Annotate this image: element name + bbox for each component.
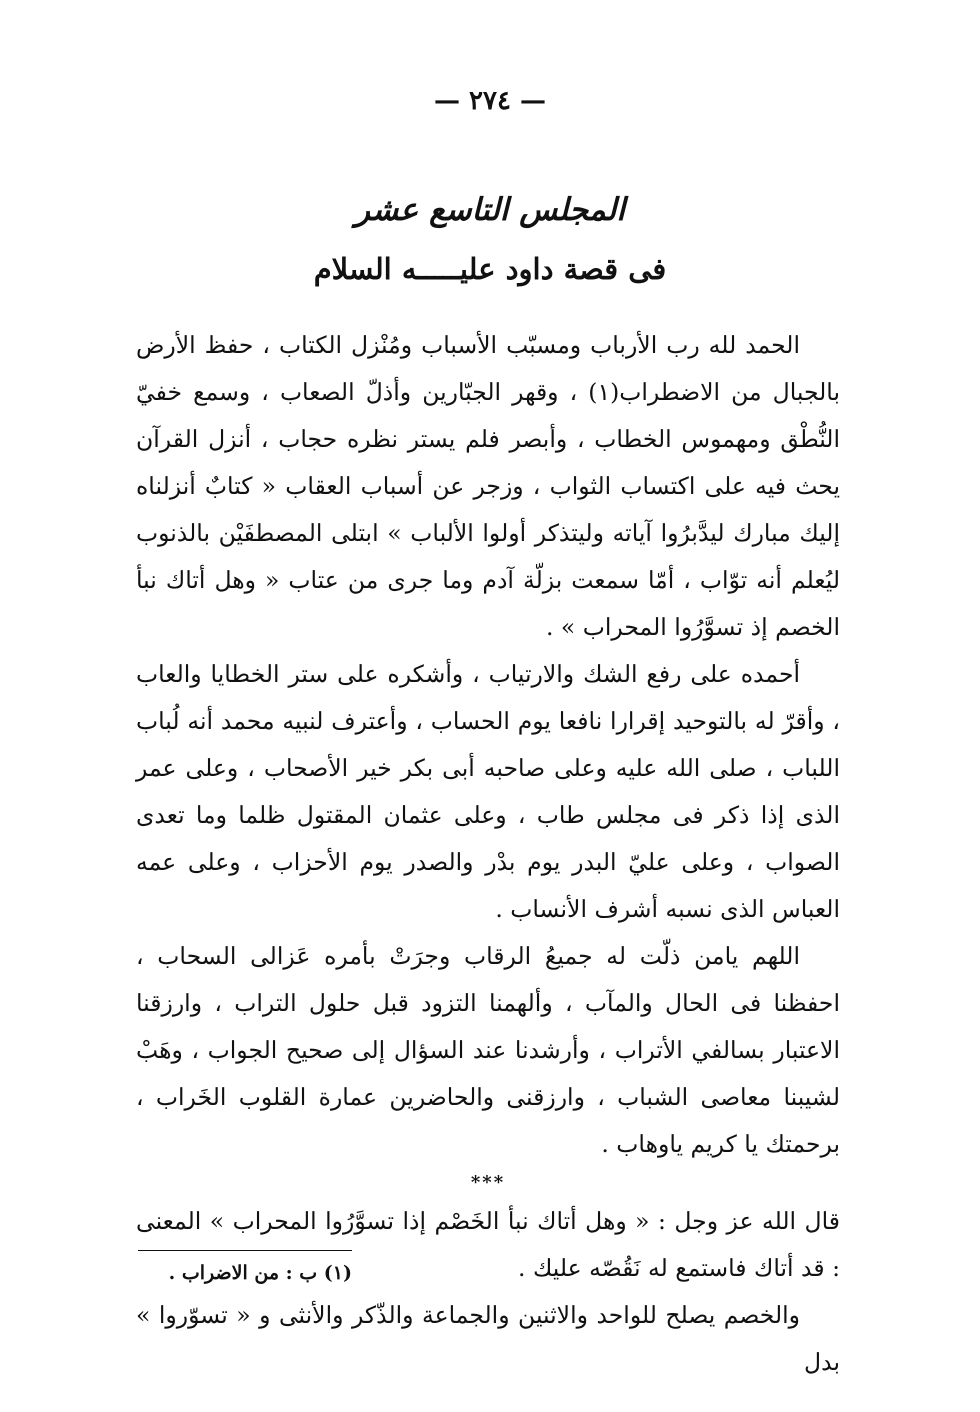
page-number: — ٢٧٤ — <box>433 86 547 116</box>
paragraph-supplication: اللهم يامن ذلّت له جميعُ الرقاب وجرَتْ بأمره عَزالى السحاب ، احفظنا فى الحال والمآب ، وألهمنا التزود قبل حلول التراب ، وارزقنا الاعتبار بسالفي الأتراب ، وأرشدنا عند السؤال إلى صحيح الجواب ، وهَبْ لشيبنا معاصى الشباب ، وارزقنى والحاضرين عمارة القلوب الخَراب ، برحمتك يا كريم ياوهاب . <box>136 942 840 1158</box>
chapter-subtitle: فى قصة داود عليـــــه السلام <box>313 252 667 286</box>
section-separator: *** <box>470 1172 506 1193</box>
paragraph-continued: والخصم يصلح للواحد والاثنين والجماعة والذّكر والأنثى و « تسوّروا » بدل <box>136 1301 840 1376</box>
paragraph-commentary: قال الله عز وجل : « وهل أتاك نبأ الخَصْم إذا تسوَّرُوا المحراب » المعنى : قد أتاك فاستمع له نَقُصّه عليك . <box>136 1207 840 1282</box>
footnote: (١) ب : من الاضراب . <box>168 1262 352 1284</box>
chapter-title: المجلس التاسع عشر <box>355 192 625 228</box>
paragraph-praise: أحمده على رفع الشك والارتياب ، وأشكره على ستر الخطايا والعاب ، وأقرّ له بالتوحيد إقرارا نافعا يوم الحساب ، وأعترف لنبيه محمد أنه لُباب اللباب ، صلى الله عليه وعلى صاحبه أبى بكر خير الأصحاب ، وعلى عمر الذى إذا ذكر فى مجلس طاب ، وعلى عثمان المقتول ظلما وما تعدى الصواب ، وعلى عليّ البدر يوم بدْر والصدر يوم الأحزاب ، وعلى عمه العباس الذى نسبه أشرف الأنساب . <box>136 660 840 923</box>
body-text <box>136 322 840 1386</box>
paragraph-opening: الحمد لله رب الأرباب ومسبّب الأسباب ومُنْزل الكتاب ، حفظ الأرض بالجبال من الاضطراب(١) ، وقهر الجبّارين وأذلّ الصعاب ، وسمع خفيّ النُّطْق ومهموس الخطاب ، وأبصر فلم يستر نظره حجاب ، أنزل القرآن يحث فيه على اكتساب الثواب ، وزجر عن أسباب العقاب « كتابٌ أنزلناه إليك مبارك ليدَّبرُوا آياته وليتذكر أولوا الألباب » ابتلى المصطفَيْن بالذنوب ليُعلم أنه توّاب ، أمّا سمعت بزلّة آدم وما جرى من عتاب « وهل أتاك نبأ الخصم إذ تسوَّرُوا المحراب » . <box>136 331 840 641</box>
footnote-divider <box>138 1250 352 1251</box>
